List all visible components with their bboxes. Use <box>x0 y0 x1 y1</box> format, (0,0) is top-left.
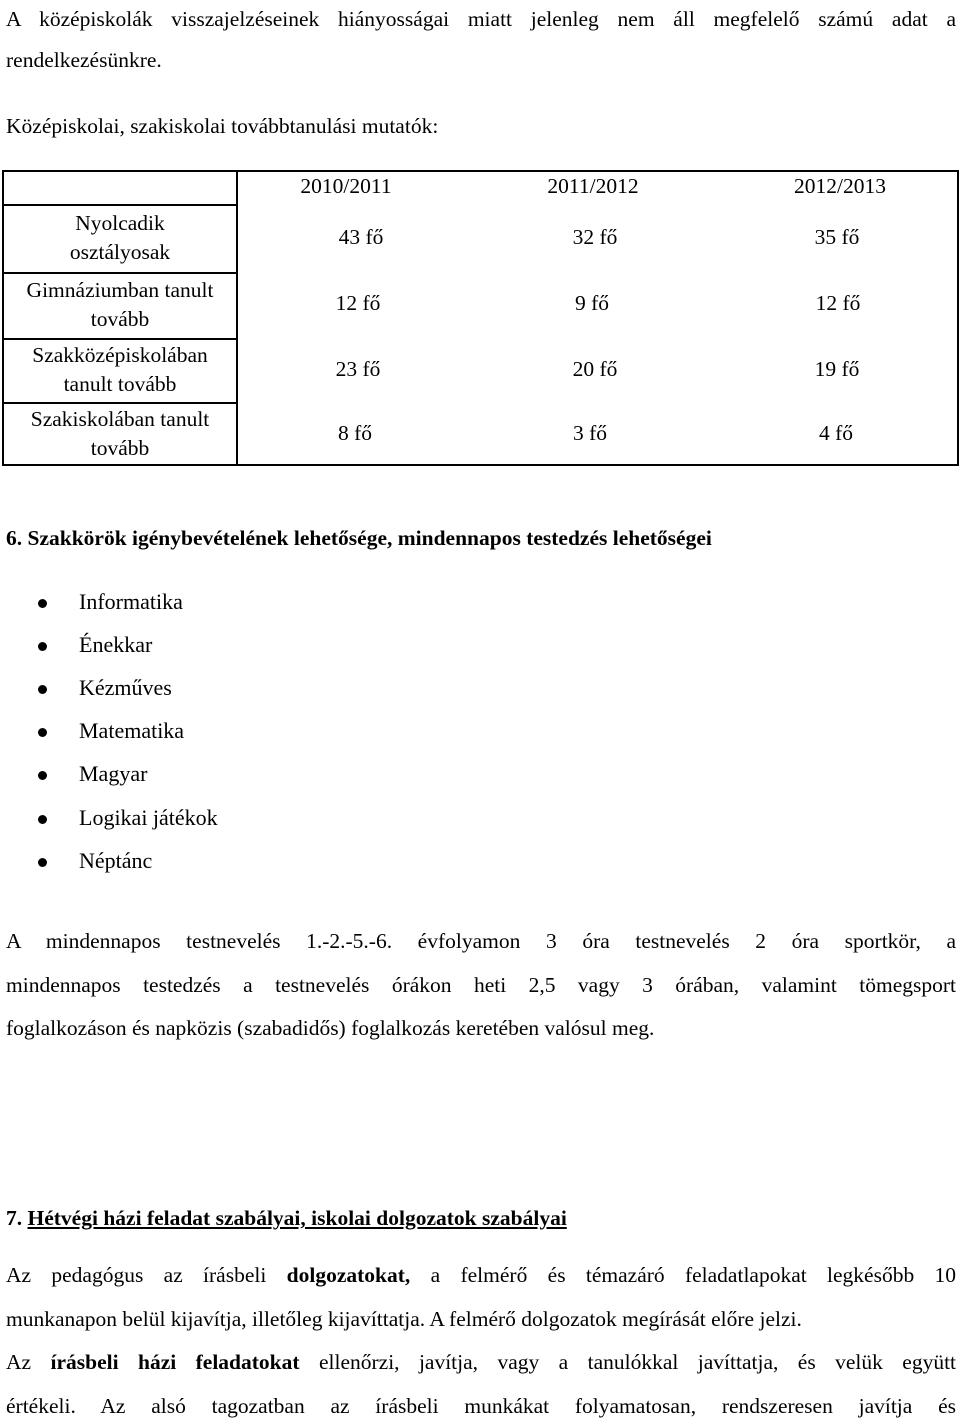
table-rule <box>2 272 238 274</box>
row-label <box>4 405 236 463</box>
column-header: 2011/2012 <box>513 174 673 199</box>
table-cell: 19 fő <box>767 357 907 382</box>
section-6-heading: 6. Szakkörök igénybevételének lehetősége, mindennapos testedzés lehetőségei <box>6 526 712 551</box>
row-label-line: tanult tovább <box>4 370 236 399</box>
list-item: Néptánc <box>79 848 152 874</box>
list-item: Magyar <box>79 761 147 787</box>
row-label-line: Szakiskolában tanult <box>4 405 236 434</box>
section-7-paragraph <box>6 1254 956 1428</box>
section-7-number: 7. <box>6 1206 22 1230</box>
table-cell: 8 fő <box>285 421 425 446</box>
table-cell: 4 fő <box>766 421 906 446</box>
row-label-line: Nyolcadik <box>4 209 236 238</box>
intro-paragraph <box>6 0 956 79</box>
row-label-line: osztályosak <box>4 238 236 267</box>
table-rule <box>2 204 238 206</box>
section-7-title: Hétvégi házi feladat szabályai, iskolai dolgozatok szabályai <box>28 1206 567 1230</box>
paragraph-line: mindennapos testedzés a testnevelés órákon heti 2,5 vagy 3 órában, valamint tömegsport <box>6 964 956 1008</box>
row-label-line: tovább <box>4 434 236 463</box>
text-run: Az <box>6 1350 31 1374</box>
table-cell: 3 fő <box>520 421 660 446</box>
text-run: a felmérő és témazáró feladatlapokat legkésőbb 10 <box>431 1263 956 1287</box>
section-7-heading <box>6 1206 567 1231</box>
table-divider <box>236 170 238 466</box>
bullet-icon <box>38 642 47 651</box>
row-label <box>4 341 236 399</box>
table-cell: 35 fő <box>767 225 907 250</box>
paragraph-line: munkanapon belül kijavítja, illetőleg kijavíttatja. A felmérő dolgozatok megírását előre jelzi. <box>6 1298 956 1342</box>
paragraph-line <box>6 1254 956 1298</box>
list-item: Logikai játékok <box>79 805 218 831</box>
table-title: Középiskolai, szakiskolai továbbtanulási mutatók: <box>6 114 438 139</box>
paragraph-line: A mindennapos testnevelés 1.-2.-5.-6. évfolyamon 3 óra testnevelés 2 óra sportkör, a <box>6 920 956 964</box>
text-run: Az pedagógus az írásbeli <box>6 1263 266 1287</box>
intro-line-1: A középiskolák visszajelzéseinek hiányosságai miatt jelenleg nem áll megfelelő számú adat a <box>6 0 956 38</box>
paragraph-line: értékeli. Az alsó tagozatban az írásbeli munkákat folyamatosan, rendszeresen javítja és <box>6 1385 956 1428</box>
column-header: 2010/2011 <box>266 174 426 199</box>
table-cell: 43 fő <box>291 225 431 250</box>
bullet-icon <box>38 815 47 824</box>
list-item: Informatika <box>79 589 183 615</box>
list-item: Matematika <box>79 718 184 744</box>
table-rule <box>2 402 238 404</box>
table-cell: 20 fő <box>525 357 665 382</box>
bullet-icon <box>38 858 47 867</box>
list-item: Énekkar <box>79 632 152 658</box>
row-label <box>4 209 236 267</box>
row-label-line: Gimnáziumban tanult <box>4 276 236 305</box>
table-cell: 9 fő <box>522 291 662 316</box>
table-cell: 12 fő <box>288 291 428 316</box>
table-rule <box>2 338 238 340</box>
table-cell: 32 fő <box>525 225 665 250</box>
intro-line-2: rendelkezésünkre. <box>6 41 956 79</box>
bullet-icon <box>38 771 47 780</box>
bullet-icon <box>38 728 47 737</box>
row-label-line: tovább <box>4 305 236 334</box>
row-label <box>4 276 236 334</box>
table-cell: 23 fő <box>288 357 428 382</box>
column-header: 2012/2013 <box>760 174 920 199</box>
row-label-line: Szakközépiskolában <box>4 341 236 370</box>
bullet-icon <box>38 599 47 608</box>
text-run: ellenőrzi, javítja, vagy a tanulókkal javíttatja, és velük együtt <box>319 1350 956 1374</box>
section-6-paragraph <box>6 920 956 1051</box>
table-cell: 12 fő <box>768 291 908 316</box>
paragraph-line: foglalkozáson és napközis (szabadidős) foglalkozás keretében valósul meg. <box>6 1007 956 1051</box>
list-item: Kézműves <box>79 675 172 701</box>
bold-run: dolgozatokat, <box>287 1263 411 1287</box>
bold-run: írásbeli házi feladatokat <box>51 1350 300 1374</box>
paragraph-line <box>6 1341 956 1385</box>
bullet-icon <box>38 685 47 694</box>
